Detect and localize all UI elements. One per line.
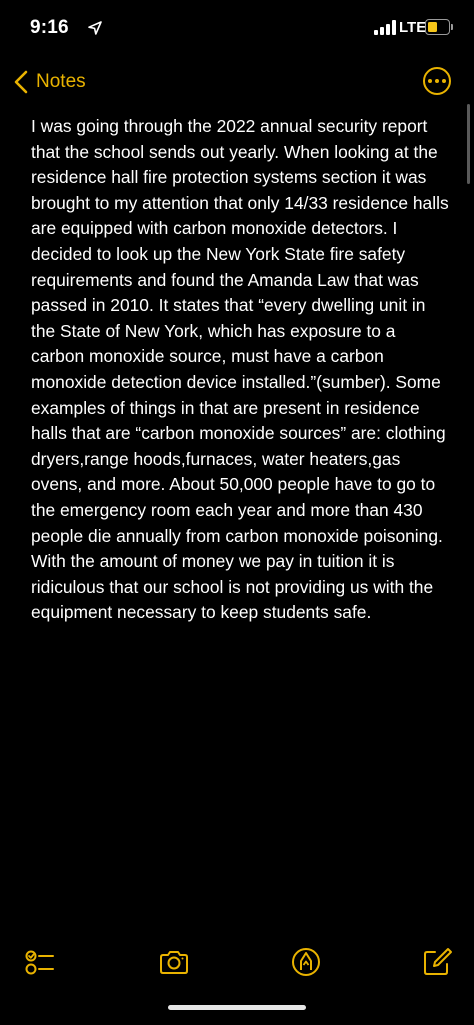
camera-icon[interactable]	[158, 946, 190, 978]
note-body[interactable]: I was going through the 2022 annual security report that the school sends out yearly. When looking at the residence hall fire protection systems section it was brought to my attention that only 14/33 residence halls are equipped with carbon monoxide detectors. I decided to look up the New York State fire safety requirements and found the Amanda Law that was passed in 2010. It states that “every dwelling unit in the State of New York, which has exposure to a carbon monoxide source, must have a carbon monoxide detection device installed.”(sumber). Some examples of things in that are present in residence halls that are “carbon monoxide sources” are: clothing dryers,range hoods,furnaces, water heaters,gas ovens, and more. About 50,000 people have to go to the emergency room each year and more than 430 people die annually from carbon monoxide poisoning. With the amount of money we pay in tuition it is ridiculous that our school is not providing us with the equipment necessary to keep students safe.	[31, 116, 449, 623]
cellular-signal-icon	[374, 20, 396, 35]
battery-icon	[425, 19, 453, 35]
scroll-indicator[interactable]	[467, 104, 470, 184]
back-button[interactable]	[14, 66, 86, 98]
network-type: LTE	[399, 19, 427, 36]
location-arrow-icon	[88, 21, 102, 35]
bottom-toolbar	[0, 942, 474, 982]
markup-pen-icon[interactable]	[290, 946, 322, 978]
chevron-left-icon	[14, 70, 28, 94]
checklist-icon[interactable]	[24, 946, 56, 978]
home-indicator[interactable]	[168, 1005, 306, 1010]
status-bar	[0, 0, 474, 58]
compose-icon[interactable]	[421, 946, 453, 978]
nav-bar	[0, 60, 474, 104]
more-options-icon[interactable]	[423, 67, 451, 95]
status-time: 9:16	[30, 17, 69, 38]
back-label: Notes	[36, 71, 86, 92]
